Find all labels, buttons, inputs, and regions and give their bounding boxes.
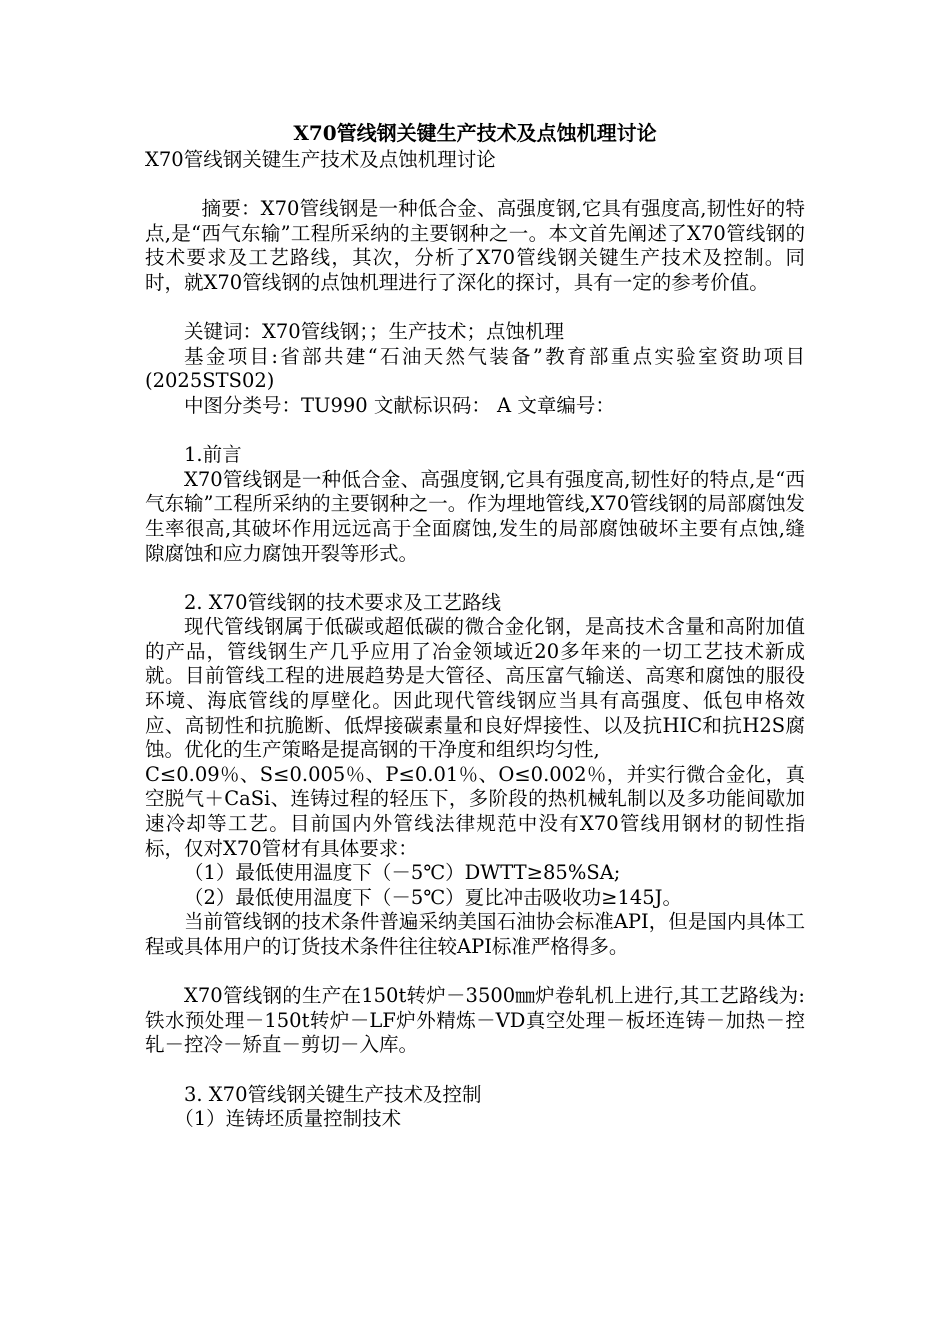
section2-paragraph-3: X70管线钢的生产在150t转炉－3500㎜炉卷轧机上进行,其工艺路线为:铁水预处理－150t转炉－LF炉外精炼－VD真空处理－板坯连铸－加热－控轧－控冷－矫直－剪切－入库。 xyxy=(145,984,805,1057)
fund-line: 基金项目:省部共建“石油天然气装备”教育部重点实验室资助项目(2025STS02) xyxy=(145,344,805,393)
section1-heading: 1.前言 xyxy=(184,443,242,467)
section2-heading: 2. X70管线钢的技术要求及工艺路线 xyxy=(184,590,501,614)
document-body xyxy=(145,118,805,1132)
section3-subheading-1: （1）连铸坯质量控制技术 xyxy=(174,1107,402,1131)
section2-paragraph-2: 当前管线钢的技术条件普遍采纳美国石油协会标准API，但是国内具体工程或具体用户的订货技术条件往往较API标准严格得多。 xyxy=(145,910,805,958)
section2-item-2: （2）最低使用温度下（－5℃）夏比冲击吸收功≥145J。 xyxy=(184,885,683,909)
abstract-paragraph: 摘要：X70管线钢是一种低合金、高强度钢,它具有强度高,韧性好的特点,是“西气东输”工程所采纳的主要钢种之一。本文首先阐述了X70管线钢的技术要求及工艺路线，其次，分析了X70管线钢关键生产技术及控制。同时，就X70管线钢的点蚀机理进行了深化的探讨，具有一定的参考价值。 xyxy=(145,197,805,294)
classification-line: 中图分类号：TU990 文献标识码： A 文章编号： xyxy=(184,393,615,417)
section3-heading: 3. X70管线钢关键生产技术及控制 xyxy=(184,1082,482,1106)
section1-paragraph: X70管线钢是一种低合金、高强度钢,它具有强度高,韧性好的特点,是“西气东输”工程所采纳的主要钢种之一。作为埋地管线,X70管线钢的局部腐蚀发生率很高,其破坏作用远远高于全面腐蚀,发生的局部腐蚀破坏主要有点蚀,缝隙腐蚀和应力腐蚀开裂等形式。 xyxy=(145,467,805,565)
section2-paragraph-1b: C≤0.09％、S≤0.005％、P≤0.01％、O≤0.002％，并实行微合金化，真空脱气＋CaSi、连铸过程的轻压下，多阶段的热机械轧制以及多功能间歇加速冷却等工艺。目前国内外管线法律规范中没有X70管线用钢材的韧性指标，仅对X70管材有具体要求： xyxy=(145,762,805,860)
spacer xyxy=(145,296,805,321)
document-subtitle: X70管线钢关键生产技术及点蚀机理讨论 xyxy=(145,148,496,171)
section2-item-1: （1）最低使用温度下（－5℃）DWTT≥85%SA; xyxy=(184,861,621,885)
document-title: X70管线钢关键生产技术及点蚀机理讨论 xyxy=(293,121,657,145)
section2-paragraph-1: 现代管线钢属于低碳或超低碳的微合金化钢，是高技术含量和高附加值的产品，管线钢生产几乎应用了冶金领域近20多年来的一切工艺技术新成就。目前管线工程的进展趋势是大管径、高压富气输送、高寒和腐蚀的服役环境、海底管线的厚壁化。因此现代管线钢应当具有高强度、低包申格效应、高韧性和抗脆断、低焊接碳素量和良好焊接性、以及抗HIC和抗H2S腐蚀。优化的生产策略是提高钢的干净度和组织均匀性, xyxy=(145,615,805,762)
spacer xyxy=(145,173,805,198)
spacer xyxy=(145,566,805,591)
spacer xyxy=(145,419,805,444)
spacer xyxy=(145,960,805,985)
spacer xyxy=(145,1058,805,1083)
keywords-line: 关键词：X70管线钢；；生产技术；点蚀机理 xyxy=(184,320,564,344)
